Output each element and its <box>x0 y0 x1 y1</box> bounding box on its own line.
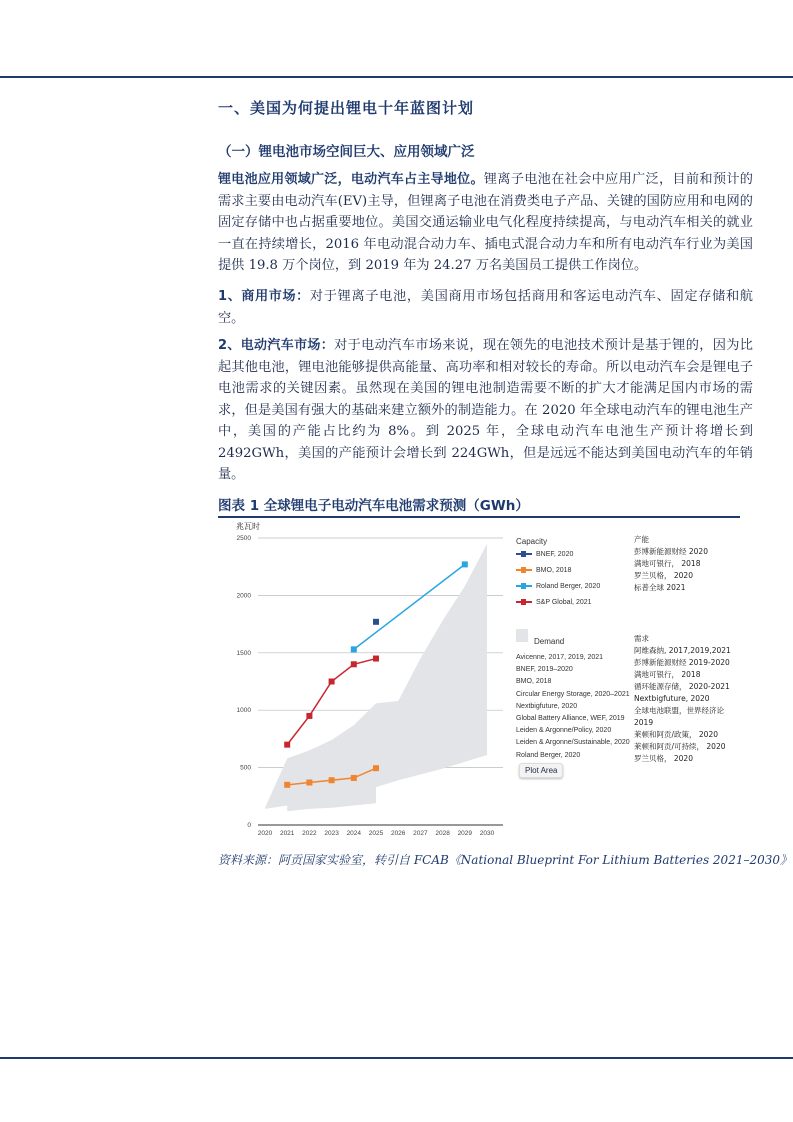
legend-item <box>516 551 600 558</box>
x-tick-label: 2029 <box>457 830 473 837</box>
legend-cn-capacity <box>634 534 708 594</box>
y-axis-label: 兆瓦时 <box>236 522 260 531</box>
data-point <box>284 742 290 748</box>
data-point <box>306 713 312 719</box>
x-tick-label: 2027 <box>413 830 428 837</box>
legend-cn-item: 满地可银行， 2018 <box>634 670 701 679</box>
x-tick-label: 2030 <box>479 830 495 837</box>
legend-cn-item: 罗兰贝格， 2020 <box>634 754 693 763</box>
legend-cn-item: 循环能源存储， 2020-2021 <box>634 682 730 691</box>
legend-label: BNEF, 2020 <box>536 551 574 558</box>
legend-cn-item: 产能 <box>634 535 649 544</box>
x-tick-label: 2023 <box>324 830 339 837</box>
legend-cn-item: 莱顿和阿贡/可持续， 2020 <box>634 742 726 751</box>
legend-demand-source: Nextbigfuture, 2020 <box>516 702 578 710</box>
data-point <box>284 782 290 788</box>
paragraph-3 <box>218 335 753 486</box>
paragraph-lead: 锂电池应用领域广泛，电动汽车占主导地位。 <box>218 172 484 187</box>
legend-capacity-title: Capacity <box>516 537 548 546</box>
subsection-heading: （一）锂电池市场空间巨大、应用领域广泛 <box>218 144 475 160</box>
legend-item <box>516 583 600 590</box>
legend-demand-source: Avicenne, 2017, 2019, 2021 <box>516 654 604 661</box>
legend-cn-item: 阿维森纳, 2017,2019,2021 <box>634 646 731 655</box>
x-tick-label: 2024 <box>346 830 362 837</box>
plot-area-tooltip: Plot Area <box>519 763 563 778</box>
legend-demand-source: Leiden & Argonne/Sustainable, 2020 <box>516 739 630 747</box>
legend-demand-title: Demand <box>534 637 565 646</box>
chart-figure <box>218 519 740 848</box>
legend-item <box>516 599 600 606</box>
data-point <box>373 656 379 662</box>
data-point <box>351 646 357 652</box>
data-point <box>373 765 379 771</box>
x-tick-label: 2025 <box>368 830 384 837</box>
legend-swatch <box>516 601 532 603</box>
legend-cn-demand <box>634 633 731 765</box>
legend-cn-item: 标普全球 2021 <box>634 583 686 592</box>
paragraph-lead: 1、商用市场： <box>218 289 310 304</box>
x-tick-label: 2020 <box>257 830 273 837</box>
legend-cn-item: 全球电池联盟，世界经济论 <box>634 706 724 715</box>
legend-label: S&P Global, 2021 <box>536 599 592 606</box>
y-tick-label: 2000 <box>236 592 251 600</box>
header-rule <box>0 76 793 78</box>
y-tick-label: 500 <box>240 764 251 772</box>
legend-cn-item: 2019 <box>634 718 654 727</box>
paragraph-text: 对于锂离子电池，美国商用市场包括商用和客运电动汽车、固定存储和航空。 <box>218 289 753 326</box>
paragraph-lead: 2、电动汽车市场： <box>218 338 335 353</box>
data-point <box>462 561 468 567</box>
legend-demand-source: Global Battery Alliance, WEF, 2019 <box>516 715 625 723</box>
legend-demand-source: Leiden & Argonne/Policy, 2020 <box>516 727 612 735</box>
paragraph-text: 对于电动汽车市场来说，现在领先的电池技术预计是基于锂的，因为比起其他电池，锂电池能够提供高能量、高功率和相对较长的寿命。所以电动汽车会是锂电子电池需求的关键因素。虽然现在美国的锂电池制造需要不断的扩大才能满足国内市场的需求，但是美国有强大的基础来建立额外的制造能力。在 2020 年全球电动汽车的锂电池生产中，美国的产能占比约为 8%。到 2025 年，全球电动汽车电池生产预计将增长到 2492GWh，美国的产能预计会增长到 224GWh，但是远远不能达到美国电动汽车的年销量。 <box>218 338 753 482</box>
legend-demand-source: BMO, 2018 <box>516 678 552 686</box>
legend-cn-item: 罗兰贝格， 2020 <box>634 571 693 580</box>
legend-cn-item: 满地可银行， 2018 <box>634 559 701 568</box>
data-point <box>351 661 357 667</box>
legend-cn-item: 彭博新能源财经 2019-2020 <box>634 658 730 667</box>
figure-title: 图表 1 全球锂电子电动汽车电池需求预测（GWh） <box>218 494 740 518</box>
legend-swatch <box>516 585 532 587</box>
data-point <box>329 777 335 783</box>
paragraph-1 <box>218 169 753 277</box>
legend-cn-item: 需求 <box>634 634 649 643</box>
data-point <box>351 775 357 781</box>
y-tick-label: 0 <box>247 822 251 829</box>
paragraph-text: 锂离子电池在社会中应用广泛，目前和预计的需求主要由电动汽车(EV)主导，但锂离子电池在消费类电子产品、关键的国防应用和电网的固定存储中也占据重要地位。美国交通运输业电气化程度持续提高，与电动汽车相关的就业一直在持续增长，2016 年电动混合动力车、插电式混合动力车和所有电动汽车行业为美国提供 19.8 万个岗位，到 2019 年为 24.27 万名美国员工提供工作岗位。 <box>218 172 753 273</box>
legend-label: Roland Berger, 2020 <box>536 583 601 590</box>
footer-rule <box>0 1057 793 1059</box>
legend-demand-swatch <box>516 629 528 642</box>
y-tick-label: 1000 <box>236 707 251 715</box>
x-tick-label: 2028 <box>435 830 450 837</box>
legend-cn-item: Nextbigfuture, 2020 <box>634 694 710 703</box>
legend-demand-source: Roland Berger, 2020 <box>516 751 581 759</box>
legend-demand-source: Circular Energy Storage, 2020–2021 <box>516 690 630 698</box>
legend-swatch <box>516 569 532 571</box>
paragraph-2 <box>218 286 753 329</box>
legend-demand-source: BNEF, 2019–2020 <box>516 666 573 674</box>
chart-svg <box>218 519 508 848</box>
y-tick-label: 1500 <box>236 649 251 657</box>
x-tick-label: 2026 <box>390 830 406 837</box>
legend-label: BMO, 2018 <box>536 567 572 574</box>
data-point <box>306 780 312 786</box>
legend-swatch <box>516 553 532 555</box>
legend-cn-item: 彭博新能源财经 2020 <box>634 547 708 556</box>
x-tick-label: 2021 <box>279 830 295 837</box>
legend-item <box>516 567 600 574</box>
section-heading: 一、美国为何提出锂电十年蓝图计划 <box>218 99 475 117</box>
data-point <box>373 619 379 625</box>
y-tick-label: 2500 <box>236 535 251 542</box>
x-tick-label: 2022 <box>302 830 317 837</box>
data-point <box>329 679 335 685</box>
legend-cn-item: 莱顿和阿贡/政策， 2020 <box>634 730 718 739</box>
source-note: 资料来源：阿贡国家实验室，转引自 FCAB《National Blueprint For Lithium Batteries 2021–2030》 <box>218 853 792 867</box>
